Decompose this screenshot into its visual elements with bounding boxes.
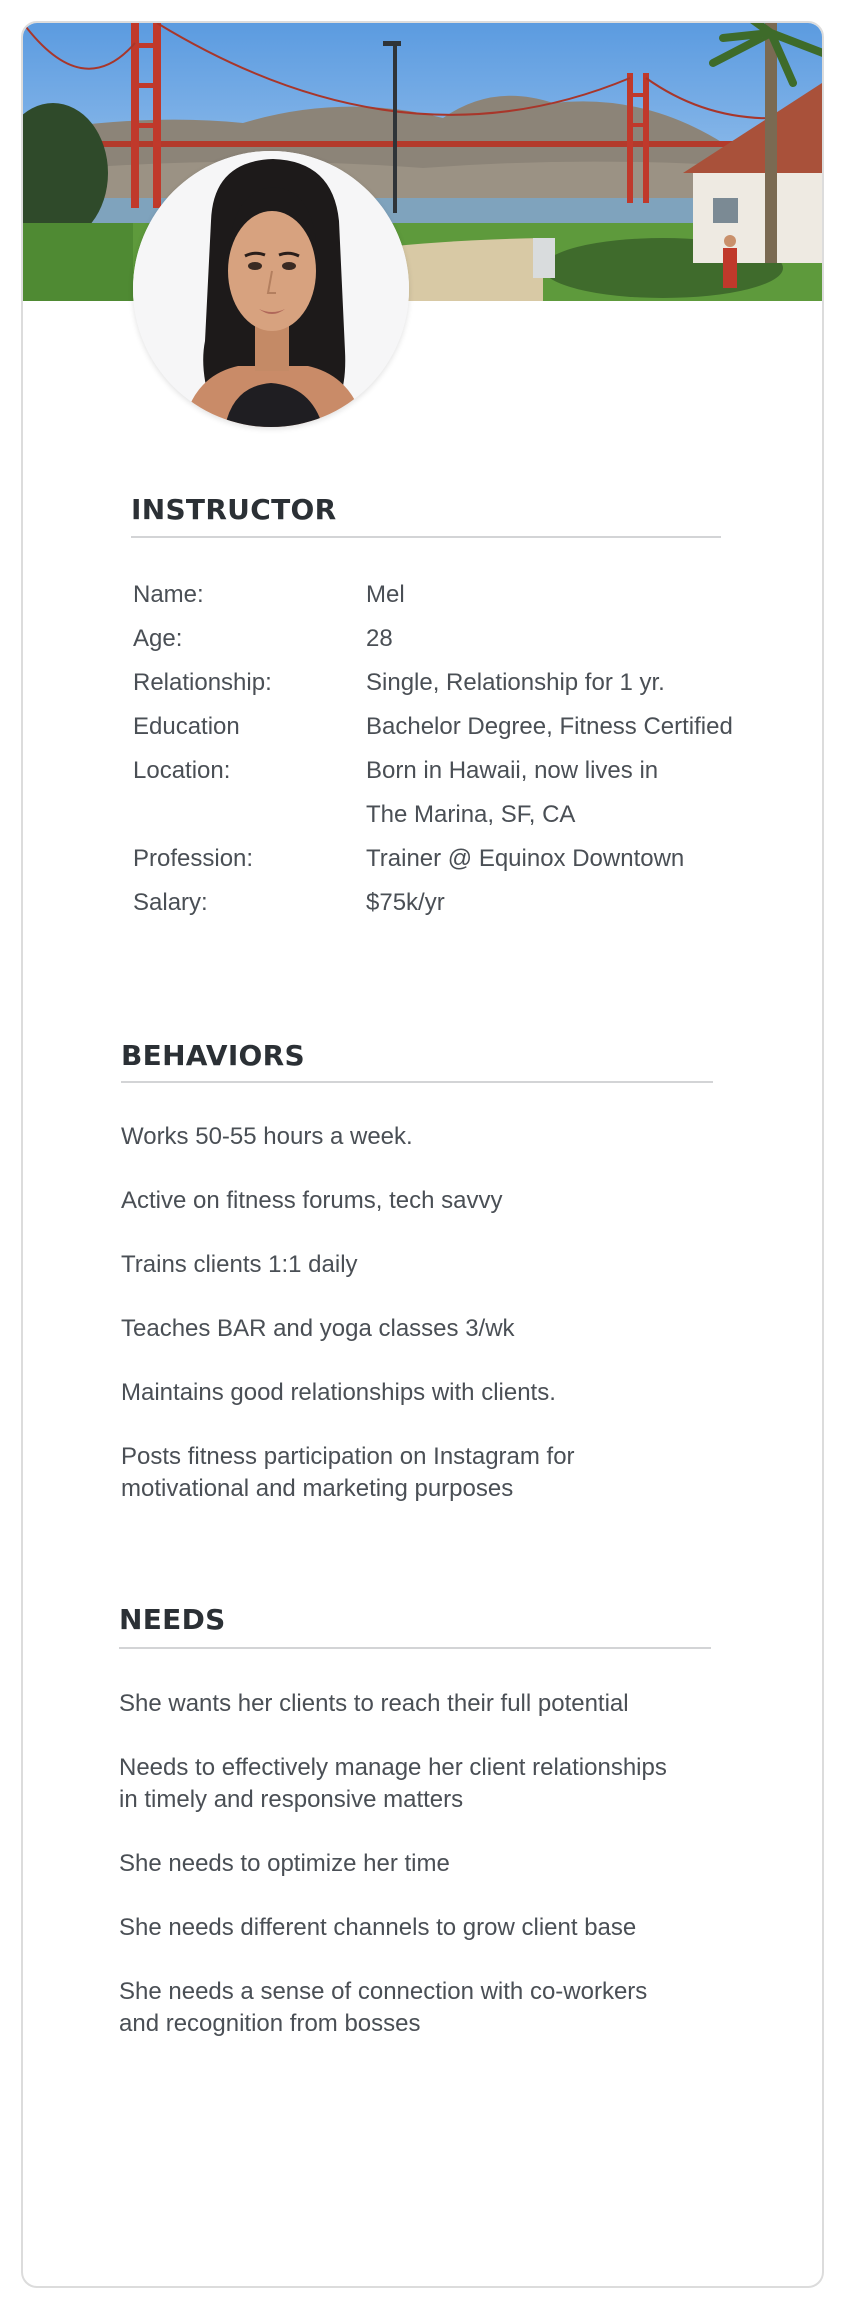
info-value: Born in Hawaii, now lives in: [366, 757, 659, 784]
need-item: She needs a sense of connection with co-workers and recognition from bosses: [119, 1978, 648, 2037]
need-item: She needs to optimize her time: [119, 1850, 450, 1877]
persona-card: [21, 21, 824, 2288]
info-label: Salary:: [133, 889, 208, 916]
info-value: $75k/yr: [366, 889, 445, 916]
needs-heading: NEEDS: [119, 1603, 226, 1636]
info-label: Age:: [133, 625, 183, 652]
info-row-location-cont: [133, 793, 773, 837]
info-row-name: [133, 573, 773, 617]
info-label: Location:: [133, 757, 231, 784]
info-label: Relationship:: [133, 669, 272, 696]
info-label: Education: [133, 713, 240, 740]
info-value: The Marina, SF, CA: [366, 801, 576, 828]
info-row-salary: [133, 881, 773, 925]
behavior-item: Works 50-55 hours a week.: [121, 1123, 413, 1150]
behavior-item: Posts fitness participation on Instagram for motivational and marketing purposes: [121, 1443, 575, 1502]
info-value: 28: [366, 625, 393, 652]
behavior-item: Maintains good relationships with clients.: [121, 1379, 556, 1406]
need-item: Needs to effectively manage her client relationships in timely and responsive matters: [119, 1754, 667, 1813]
info-row-age: [133, 617, 773, 661]
behavior-item: Teaches BAR and yoga classes 3/wk: [121, 1315, 515, 1342]
info-label: Profession:: [133, 845, 254, 872]
info-value: Single, Relationship for 1 yr.: [366, 669, 665, 696]
instructor-divider: [131, 536, 721, 538]
info-value: Mel: [366, 581, 405, 608]
info-label: Name:: [133, 581, 204, 608]
behavior-item: Trains clients 1:1 daily: [121, 1251, 358, 1278]
info-value: Bachelor Degree, Fitness Certified: [366, 713, 733, 740]
info-row-profession: [133, 837, 773, 881]
instructor-heading: INSTRUCTOR: [131, 493, 337, 526]
behaviors-divider: [121, 1081, 713, 1083]
behaviors-heading: BEHAVIORS: [121, 1039, 305, 1072]
needs-divider: [119, 1647, 711, 1649]
need-item: She needs different channels to grow client base: [119, 1914, 637, 1941]
profile-photo: [133, 151, 409, 427]
info-row-relationship: [133, 661, 773, 705]
need-item: She wants her clients to reach their full potential: [119, 1690, 629, 1717]
behavior-item: Active on fitness forums, tech savvy: [121, 1187, 503, 1214]
info-row-education: [133, 705, 773, 749]
info-row-location: [133, 749, 773, 793]
info-value: Trainer @ Equinox Downtown: [366, 845, 685, 872]
